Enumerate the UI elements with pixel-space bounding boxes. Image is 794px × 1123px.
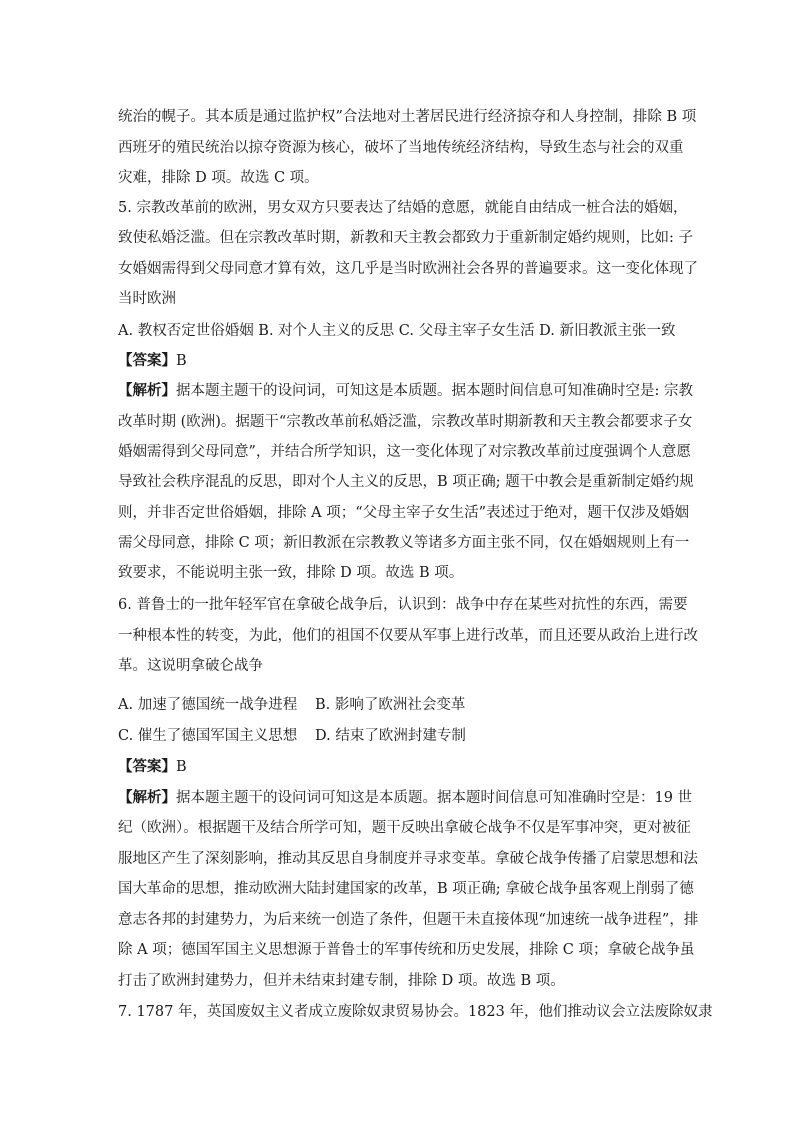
analysis-line: 除 A 项；德国军国主义思想源于普鲁士的军事传统和历史发展，排除 C 项；拿破仑战争虽 bbox=[118, 942, 695, 958]
text-line: 西班牙的殖民统治以掠夺资源为核心，破坏了当地传统经济结构，导致生态与社会的双重 bbox=[118, 140, 684, 156]
question-5-options: A. 教权否定世俗婚姻 B. 对个人主义的反思 C. 父母主宰子女生活 D. 新旧教派主张一致 bbox=[118, 323, 676, 339]
analysis-tag: 【解析】 bbox=[118, 382, 176, 399]
answer-tag: 【答案】 bbox=[118, 758, 176, 775]
option-c: C. 催生了德国军国主义思想 bbox=[118, 728, 298, 744]
answer-tag: 【答案】 bbox=[118, 352, 176, 369]
question-6-stem: 革。这说明拿破仑战争 bbox=[118, 658, 263, 674]
answer-value: B bbox=[176, 353, 187, 369]
text-line: 统治的幌子。其本质是通过监护权”合法地对土著居民进行经济掠夺和人身控制，排除 B 项 bbox=[118, 109, 697, 125]
analysis-line: 国大革命的思想，推动欧洲大陆封建国家的改革，B 项正确; 拿破仑战争虽客观上削弱了德 bbox=[118, 881, 694, 897]
analysis-line: 纪（欧洲）。根据题干及结合所学可知，题干反映出拿破仑战争不仅是军事冲突，更对被征 bbox=[118, 820, 691, 836]
analysis-line: 打击了欧洲封建势力，但并未结束封建专制，排除 D 项。故选 B 项。 bbox=[118, 973, 565, 989]
question-5-stem: 当时欧洲 bbox=[118, 291, 176, 307]
question-5-stem: 致使私婚泛滥。但在宗教改革时期，新教和天主教会都致力于重新制定婚约规则，比如: 子 bbox=[118, 230, 693, 246]
question-7-stem: 7. 1787 年，英国废奴主义者成立废除奴隶贸易协会。1823 年，他们推动议会立法废除奴隶 bbox=[118, 1004, 713, 1020]
question-6-answer bbox=[118, 757, 187, 777]
option-d: D. 结束了欧洲封建专制 bbox=[315, 728, 466, 744]
question-6-stem: 6. 普鲁士的一批年轻军官在拿破仑战争后，认识到：战争中存在某些对抗性的东西，需要 bbox=[118, 597, 688, 613]
analysis-line: 服地区产生了深刻影响，推动其反思自身制度并寻求变革。拿破仑战争传播了启蒙思想和法 bbox=[118, 851, 698, 867]
analysis-line: 需父母同意，排除 C 项；新旧教派在宗教教义等诸多方面主张不同，仅在婚姻规则上有一 bbox=[118, 535, 690, 551]
analysis-line: 导致社会秩序混乱的反思，即对个人主义的反思，B 项正确; 题干中教会是重新制定婚约规 bbox=[118, 474, 694, 490]
option-a: A. 加速了德国统一战争进程 bbox=[118, 697, 298, 713]
analysis-text: 据本题主题干的设问词可知这是本质题。据本题时间信息可知准确时空是：19 世 bbox=[176, 790, 693, 806]
analysis-line: 则，并非否定世俗婚姻，排除 A 项；“父母主宰子女生活”表述过于绝对，题干仅涉及婚姻 bbox=[118, 505, 690, 521]
analysis-tag: 【解析】 bbox=[118, 789, 176, 806]
analysis-line: 婚姻需得到父母同意”，并结合所学知识，这一变化体现了对宗教改革前过度强调个人意愿 bbox=[118, 444, 691, 460]
analysis-text: 据本题主题干的设问词，可知这是本质题。据本题时间信息可知准确时空是: 宗教 bbox=[176, 383, 693, 399]
question-5-answer bbox=[118, 351, 187, 371]
analysis-line: 改革时期 (欧洲)。据题干“宗教改革前私婚泛滥，宗教改革时期新教和天主教会都要求子女 bbox=[118, 414, 693, 430]
question-5-analysis bbox=[118, 381, 693, 401]
answer-value: B bbox=[176, 759, 187, 775]
question-5-stem: 女婚姻需得到父母同意才算有效，这几乎是当时欧洲社会各界的普遍要求。这一变化体现了 bbox=[118, 261, 698, 277]
question-5-stem: 5. 宗教改革前的欧洲，男女双方只要表达了结婚的意愿，就能自由结成一桩合法的婚姻， bbox=[118, 200, 688, 216]
analysis-line: 致要求，不能说明主张一致，排除 D 项。故选 B 项。 bbox=[118, 565, 464, 581]
text-line: 灾难，排除 D 项。故选 C 项。 bbox=[118, 170, 319, 186]
analysis-line: 意志各邦的封建势力，为后来统一创造了条件，但题干未直接体现“加速统一战争进程”，排 bbox=[118, 912, 699, 928]
option-b: B. 影响了欧洲社会变革 bbox=[315, 697, 466, 713]
question-6-analysis bbox=[118, 788, 693, 808]
question-6-stem: 一种根本性的转变，为此，他们的祖国不仅要从军事上进行改革，而且还要从政治上进行改 bbox=[118, 628, 698, 644]
